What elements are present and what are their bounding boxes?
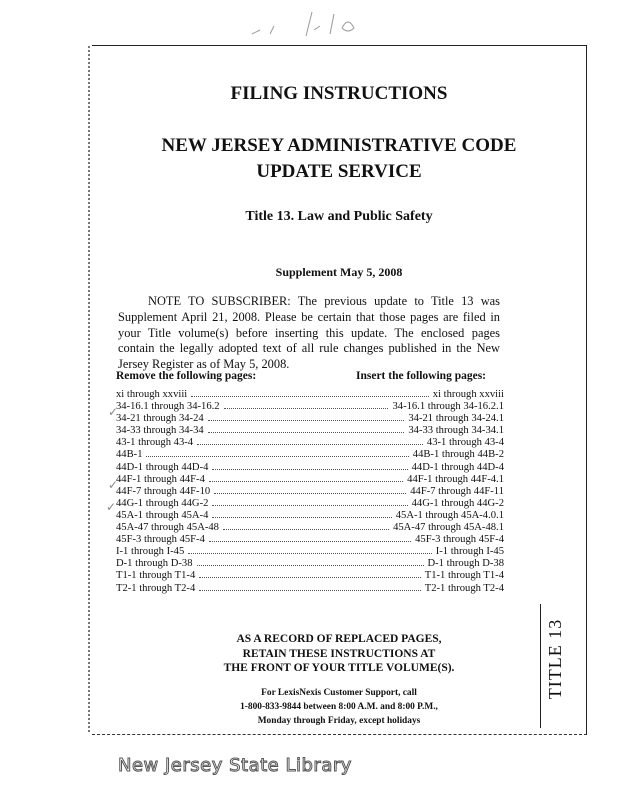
- dot-leader: [208, 421, 405, 433]
- check-mark: ✓: [108, 478, 119, 492]
- title-tab: [540, 604, 585, 728]
- check-mark: ✓: [106, 500, 117, 514]
- support-line2: 1-800-833-9844 between 8:00 A.M. and 8:00 P.M.,: [240, 702, 438, 712]
- dot-leader: [209, 530, 411, 542]
- remove-pages: 44D-1 through 44D-4: [116, 461, 209, 473]
- title-tab-label: TITLE 13: [545, 618, 565, 700]
- record-line3: THE FRONT OF YOUR TITLE VOLUME(S).: [223, 662, 455, 674]
- dot-leader: [146, 445, 408, 457]
- title-subject: Title 13. Law and Public Safety: [245, 209, 433, 224]
- insert-pages: 44G-1 through 44G-2: [411, 497, 504, 509]
- remove-pages: 34-21 through 34-24: [116, 413, 204, 425]
- subscriber-note: NOTE TO SUBSCRIBER: The previous update to Title 13 was Supplement April 21, 2008. Please be certain that those pages are filed in your Title volume(s) before inserting this update. The enclosed pages contain the legally adopted text of all rule changes published in the New Jersey Register as of May 5, 2008.: [118, 294, 500, 372]
- code-heading-line1: NEW JERSEY ADMINISTRATIVE CODE: [161, 135, 517, 156]
- page-row: [116, 385, 504, 400]
- remove-pages: 44F-7 through 44F-10: [116, 485, 211, 497]
- insert-pages: 34-21 through 34-24.1: [408, 413, 504, 425]
- insert-pages: 44D-1 through 44D-4: [411, 461, 504, 473]
- remove-pages: 44B-1: [116, 449, 143, 461]
- remove-pages: T1-1 through T1-4: [116, 570, 196, 582]
- remove-column-header: Remove the following pages:: [116, 370, 257, 382]
- library-stamp: New Jersey State Library: [118, 755, 352, 776]
- remove-pages: 43-1 through 43-4: [116, 437, 194, 449]
- supplement-date: Supplement May 5, 2008: [275, 265, 403, 279]
- record-notice: [92, 632, 586, 676]
- insert-pages: 45F-3 through 45F-4: [415, 534, 504, 546]
- remove-pages: 44G-1 through 44G-2: [116, 497, 209, 509]
- support-line3: Monday through Friday, except holidays: [257, 716, 421, 726]
- dot-leader: [208, 409, 405, 421]
- insert-pages: 45A-47 through 45A-48.1: [393, 522, 504, 534]
- support-line1: For LexisNexis Customer Support, call: [261, 688, 417, 698]
- insert-column-header: Insert the following pages:: [356, 370, 487, 382]
- remove-pages: T2-1 through T2-4: [116, 582, 196, 594]
- insert-pages: T1-1 through T1-4: [424, 570, 504, 582]
- record-line1: AS A RECORD OF REPLACED PAGES,: [236, 633, 442, 645]
- code-heading: [92, 133, 586, 185]
- document-title: FILING INSTRUCTIONS: [230, 83, 448, 104]
- remove-pages: D-1 through D-38: [116, 558, 193, 570]
- dot-leader: [209, 470, 403, 482]
- dot-leader: [212, 506, 391, 518]
- insert-pages: 44F-7 through 44F-11: [410, 485, 504, 497]
- page-list: [116, 385, 504, 594]
- dot-leader: [199, 566, 421, 578]
- check-mark: ✓: [108, 405, 119, 419]
- remove-pages: 34-16.1 through 34-16.2: [116, 401, 220, 413]
- remove-pages: 45A-1 through 45A-4: [116, 509, 209, 521]
- record-line2: RETAIN THESE INSTRUCTIONS AT: [242, 647, 436, 660]
- insert-pages: xi through xxviii: [432, 389, 504, 400]
- insert-pages: T2-1 through T2-4: [424, 582, 504, 594]
- dot-leader: [191, 385, 429, 397]
- remove-pages: 45A-47 through 45A-48: [116, 522, 219, 534]
- remove-pages: 34-33 through 34-34: [116, 425, 204, 437]
- dot-leader: [224, 397, 389, 409]
- dot-leader: [214, 482, 406, 494]
- dot-leader: [212, 494, 407, 506]
- dot-leader: [197, 433, 423, 445]
- dot-leader: [212, 458, 407, 470]
- dot-leader: [197, 554, 424, 566]
- code-heading-line2: UPDATE SERVICE: [256, 161, 422, 182]
- customer-support: [92, 686, 586, 728]
- insert-pages: 45A-1 through 45A-4.0.1: [395, 509, 504, 521]
- remove-pages: 44F-1 through 44F-4: [116, 473, 205, 485]
- handwritten-scribble: [250, 8, 380, 38]
- dot-leader: [223, 518, 389, 530]
- insert-pages: 34-16.1 through 34-16.2.1: [392, 401, 504, 413]
- dot-leader: [199, 579, 421, 591]
- remove-pages: I-1 through I-45: [116, 546, 185, 558]
- insert-pages: 44F-1 through 44F-4.1: [407, 473, 504, 485]
- insert-pages: D-1 through D-38: [427, 558, 504, 570]
- insert-pages: 43-1 through 43-4: [426, 437, 504, 449]
- insert-pages: 44B-1 through 44B-2: [412, 449, 504, 461]
- remove-pages: 45F-3 through 45F-4: [116, 534, 205, 546]
- remove-pages: xi through xxviii: [116, 389, 188, 400]
- dot-leader: [188, 542, 431, 554]
- insert-pages: 34-33 through 34-34.1: [408, 425, 504, 437]
- insert-pages: I-1 through I-45: [435, 546, 504, 558]
